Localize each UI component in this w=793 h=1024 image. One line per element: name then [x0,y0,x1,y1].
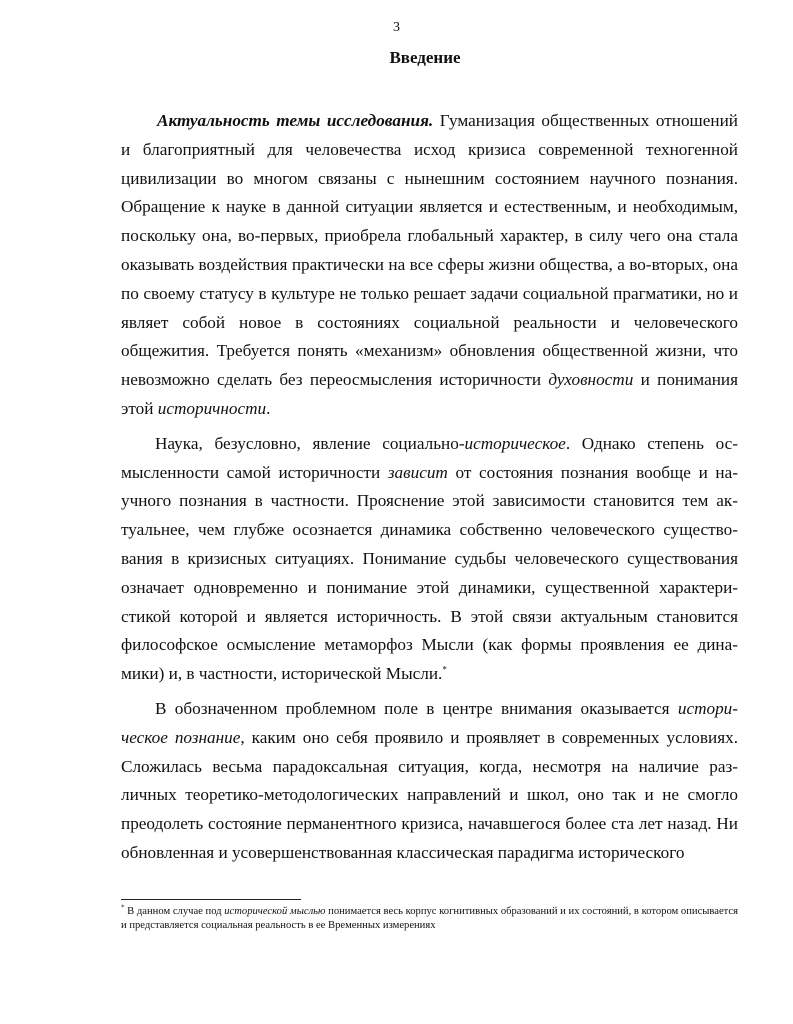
text-run: и понимания этой [121,370,738,418]
section-lead: Актуальность темы исследования. [157,111,434,130]
text-run: Наука, безусловно, явление социально- [155,433,465,453]
italic-run: историчности [157,398,267,418]
paragraph-relevance [121,107,738,424]
text-run: , каким оно себя проявило и проявляет в современных условиях. Сложилась весьма парадоксальная ситуация, когда, несмотря на наличие различных теоретико-методологических направлений и школ, оно так и не смогло преодолеть состояние перманентного кризиса, начавшегося более ста лет назад. Ни обновленная и усовершенствованная классическая парадигма исторического [121,727,739,862]
footnote-marker[interactable]: * [442,664,447,675]
footnote-separator [121,899,301,900]
text-run: Гуманизация общественных отношений и благоприятный для человечества исход кризиса современной техногенной цивилизации во многом связаны с нынешним состоянием научного познания. Обращение к науке в данной ситуации является и естественным, и необходимым, поскольку она, во-первых, приобрела глобальный характер, в силу чего она стала оказывать воздействия практически на все сферы жизни общества, а во-вторых, она по своему статусу в культуре не только решает задачи социальной прагматики, но и являет собой новое в состояниях социальной реальности и человеческого общежития. Требуется понять «механизм» обновления общественной жизни, что невозможно сделать без переосмысления историчности [121,111,738,390]
italic-run: историческое [464,433,566,453]
paragraph-historical-knowledge [121,695,738,868]
footnote-mark: * [121,903,125,912]
text-run: понимается весь корпус когнитивных образований и их состояний, в котором описывается и представляется социальная реальность в ее Временных измерениях [121,906,738,931]
text-run: . Однако степень осмысленности самой историчности [121,433,738,482]
italic-run: зависит [387,462,448,482]
text-run: В обозначенном проблемном поле в центре внимания оказывается [155,698,678,718]
text-run: . [266,398,271,418]
italic-run: исторической мыслью [224,906,326,917]
text-run: В данном случае под [124,906,225,917]
body-text [121,107,738,868]
chapter-heading: Введение [389,48,461,67]
italic-run: духовности [548,370,634,390]
text-run: от состояния познания вообще и научного познания в частности. Прояснение этой зависимости становится тем актуальнее, чем глубже осознается динамика собственно человеческого существования в кризисных ситуациях. Понимание судьбы человеческого существования означает одновременно и понимание этой динамики, существенной характеристикой которой и является историчность. В этой связи актуальным становится философское осмысление метаморфоз Мысли (как формы проявления ее динамики) и, в частности, исторической Мысли. [121,462,738,684]
paragraph-science [121,430,738,689]
italic-run: историческое познание [121,698,738,747]
page-number: 3 [393,20,400,35]
footnote [121,905,738,933]
